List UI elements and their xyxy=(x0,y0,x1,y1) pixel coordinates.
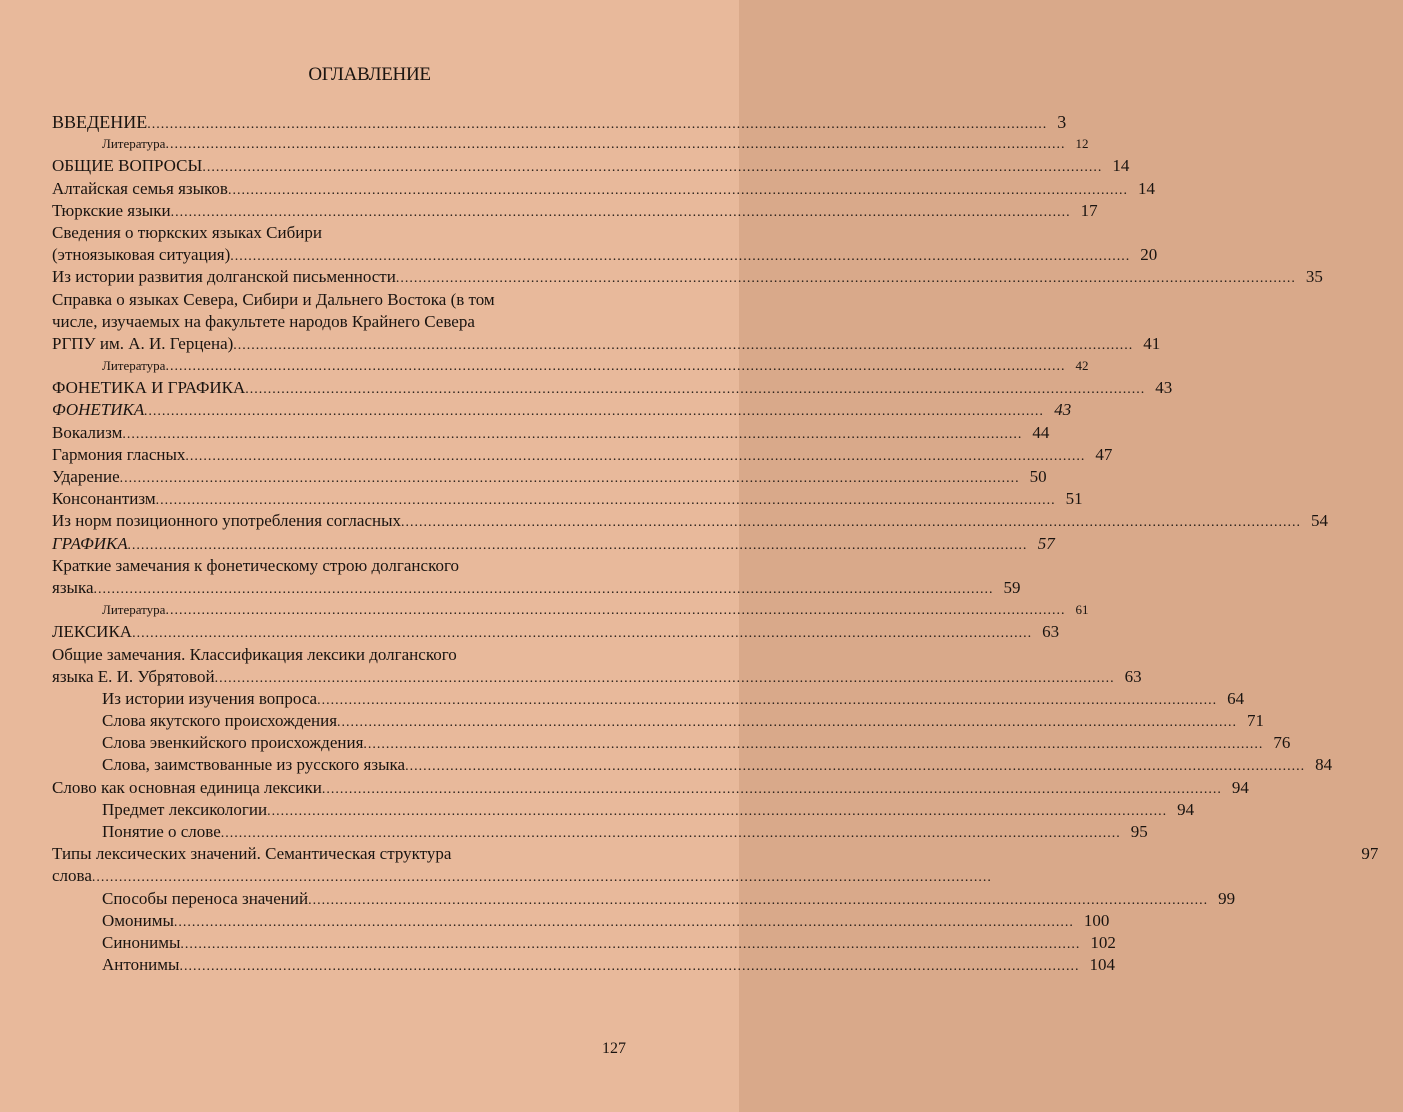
toc-entry xyxy=(52,399,1072,421)
toc-entry-page: 43 xyxy=(1155,378,1173,398)
dot-leader: ........................................................................................................................................................................................................ xyxy=(165,359,1066,375)
toc-entry xyxy=(52,732,1291,754)
dot-leader: ........................................................................................................................................................................................................ xyxy=(119,471,1020,486)
toc-entry-title: Из истории изучения вопроса xyxy=(102,688,318,708)
toc-entry-title: РГПУ им. А. И. Герцена) xyxy=(52,333,234,353)
toc-entry-page: 14 xyxy=(1137,178,1155,198)
toc-entry-title: Предмет лексикологии xyxy=(102,799,268,819)
toc-entry-title: Сведения о тюркских языках Сибири xyxy=(52,222,322,242)
dot-leader: ........................................................................................................................................................................................................ xyxy=(91,870,992,886)
toc-entry-title: Консонантизм xyxy=(52,489,156,509)
toc-entry xyxy=(52,355,1089,377)
dot-leader: ........................................................................................................................................................................................................ xyxy=(155,493,1056,509)
toc-entry-page: 42 xyxy=(1075,358,1089,374)
toc-entry xyxy=(52,932,1116,954)
page-number: 127 xyxy=(602,1040,626,1057)
toc-entry-page: 63 xyxy=(1042,622,1060,642)
dot-leader: ........................................................................................................................................................................................................ xyxy=(308,892,1209,908)
toc-entry xyxy=(52,244,1158,266)
toc-entry-page: 35 xyxy=(1305,267,1323,287)
toc-entry xyxy=(52,444,1113,466)
page-title: ОГЛАВЛЕНИЕ xyxy=(308,64,431,85)
toc-entry xyxy=(52,821,1148,843)
toc-entry-title: Вокализм xyxy=(52,422,123,442)
toc-entry-title: слова xyxy=(52,866,92,886)
toc-entry xyxy=(52,533,1055,555)
toc-entry-title: Из норм позиционного употребления согласных xyxy=(52,511,402,531)
toc-entry-title: Гармония гласных xyxy=(52,444,186,464)
dot-leader: ........................................................................................................................................................................................................ xyxy=(144,404,1045,420)
dot-leader: ........................................................................................................................................................................................................ xyxy=(227,182,1128,198)
dot-leader: ........................................................................................................................................................................................................ xyxy=(220,826,1121,841)
dot-leader: ........................................................................................................................................................................................................ xyxy=(147,117,1048,132)
dot-leader: ........................................................................................................................................................................................................ xyxy=(321,781,1222,797)
toc-entry-page: 94 xyxy=(1231,777,1249,797)
toc-entry-page: 95 xyxy=(1130,822,1148,841)
toc-entry-page: 76 xyxy=(1273,733,1291,753)
toc-entry-page: 97 xyxy=(1361,844,1379,864)
toc-entry-title: Справка о языках Севера, Сибири и Дальнего Востока (в том xyxy=(52,289,495,309)
toc-entry xyxy=(52,178,1155,200)
toc-entry xyxy=(52,155,1130,177)
toc-entry xyxy=(52,710,1265,732)
toc-entry-title: Тюркские языки xyxy=(52,200,171,220)
toc-entry-page: 102 xyxy=(1090,932,1116,952)
toc-entry-title: Алтайская семья языков xyxy=(52,178,228,198)
toc-entry-page: 54 xyxy=(1311,511,1329,531)
toc-entry-title: Литература xyxy=(102,358,166,374)
toc-entry xyxy=(52,688,1245,710)
toc-entry-page: 61 xyxy=(1075,602,1089,618)
toc-entry xyxy=(52,200,1098,222)
dot-leader: ........................................................................................................................................................................................................ xyxy=(179,959,1080,975)
toc-entry-title: Слово как основная единица лексики xyxy=(52,777,322,797)
toc-entry xyxy=(52,621,1060,643)
toc-entry xyxy=(52,266,1323,288)
toc-entry-page: 99 xyxy=(1218,888,1236,908)
toc-entry xyxy=(52,666,1142,688)
toc-entry-page: 3 xyxy=(1057,112,1067,132)
toc-entry-title: ВВЕДЕНИЕ xyxy=(52,112,148,132)
toc-entry xyxy=(52,133,1089,155)
dot-leader: ........................................................................................................................................................................................................ xyxy=(405,759,1306,775)
dot-leader: ........................................................................................................................................................................................................ xyxy=(233,337,1134,353)
toc-entry-title: ОБЩИЕ ВОПРОСЫ xyxy=(52,156,203,176)
toc-entry-title: Ударение xyxy=(52,467,120,486)
toc-entry-title: числе, изучаемых на факультете народов Крайнего Севера xyxy=(52,311,475,331)
toc-entry-title: (этноязыковая ситуация) xyxy=(52,245,231,265)
toc-entry-title: Краткие замечания к фонетическому строю долганского xyxy=(52,555,460,575)
dot-leader: ........................................................................................................................................................................................................ xyxy=(395,271,1296,287)
toc-entry-title: ЛЕКСИКА xyxy=(52,622,133,642)
toc-entry-title: Слова, заимствованные из русского языка xyxy=(102,755,406,775)
dot-leader: ........................................................................................................................................................................................................ xyxy=(127,537,1028,553)
toc-entry-title: ФОНЕТИКА И ГРАФИКА xyxy=(52,378,246,398)
toc-entry-title: Типы лексических значений. Семантическая структура xyxy=(52,844,452,864)
dot-leader: ........................................................................................................................................................................................................ xyxy=(317,692,1218,708)
toc-entry-page: 94 xyxy=(1177,799,1195,819)
dot-leader: ........................................................................................................................................................................................................ xyxy=(165,603,1066,619)
toc-entry-title: языка Е. И. Убрятовой xyxy=(52,666,215,686)
toc-entry-page: 43 xyxy=(1054,400,1072,420)
toc-entry-title: Из истории развития долганской письменности xyxy=(52,267,396,287)
toc-entry xyxy=(52,888,1236,910)
dot-leader: ........................................................................................................................................................................................................ xyxy=(165,137,1066,153)
toc-entry-title: Литература xyxy=(102,602,166,618)
dot-leader: ........................................................................................................................................................................................................ xyxy=(173,914,1074,930)
toc-entry-page: 44 xyxy=(1032,422,1050,442)
toc-entry xyxy=(52,599,1089,621)
toc-entry-page: 57 xyxy=(1037,533,1055,553)
toc-entry-page: 17 xyxy=(1080,200,1098,220)
toc-entry-page: 59 xyxy=(1003,577,1021,597)
dot-leader: ........................................................................................................................................................................................................ xyxy=(401,515,1302,531)
toc-entry xyxy=(52,577,1021,599)
toc-entry xyxy=(52,377,1173,399)
toc-entry-title: Слова эвенкийского происхождения xyxy=(102,733,364,753)
toc-entry xyxy=(52,222,612,244)
toc-entry-page: 84 xyxy=(1315,755,1333,775)
toc-entry xyxy=(52,111,1067,133)
toc-entry-page: 50 xyxy=(1029,467,1047,486)
toc-entry-page: 104 xyxy=(1089,955,1115,975)
toc-entry-page: 47 xyxy=(1095,444,1113,464)
dot-leader: ........................................................................................................................................................................................................ xyxy=(202,160,1103,176)
toc-entry-title: Понятие о слове xyxy=(102,822,221,841)
dot-leader: ........................................................................................................................................................................................................ xyxy=(337,715,1238,731)
toc-entry-title: Общие замечания. Классификация лексики долганского xyxy=(52,644,457,664)
toc-entry xyxy=(52,865,992,887)
dot-leader: ........................................................................................................................................................................................................ xyxy=(267,803,1168,819)
toc-entry-title: Литература xyxy=(102,136,166,152)
dot-leader: ........................................................................................................................................................................................................ xyxy=(230,249,1131,265)
dot-leader: ........................................................................................................................................................................................................ xyxy=(180,936,1081,952)
toc-entry xyxy=(52,754,1333,776)
toc-entry-page: 14 xyxy=(1112,156,1130,176)
toc-entry-page: 100 xyxy=(1083,910,1110,930)
toc-entry-title: Слова якутского происхождения xyxy=(102,711,338,731)
toc-entry-title: Омонимы xyxy=(102,910,174,930)
toc-entry xyxy=(52,422,1050,444)
toc-entry xyxy=(52,311,612,333)
toc-entry xyxy=(52,910,1110,932)
table-of-contents xyxy=(52,111,1379,976)
dot-leader: ........................................................................................................................................................................................................ xyxy=(132,626,1033,642)
dot-leader: ........................................................................................................................................................................................................ xyxy=(363,737,1264,753)
toc-entry xyxy=(52,843,1379,865)
dot-leader: ........................................................................................................................................................................................................ xyxy=(93,581,994,597)
toc-entry xyxy=(52,510,1329,532)
toc-entry xyxy=(52,777,1249,799)
toc-entry-page: 64 xyxy=(1227,688,1245,708)
toc-entry-page: 71 xyxy=(1247,711,1265,731)
toc-entry xyxy=(52,954,1115,976)
toc-entry xyxy=(52,799,1195,821)
toc-entry-page: 20 xyxy=(1140,245,1158,265)
toc-entry-page: 63 xyxy=(1124,666,1142,686)
dot-leader: ........................................................................................................................................................................................................ xyxy=(122,426,1023,442)
toc-entry xyxy=(52,555,612,577)
toc-entry-title: Способы переноса значений xyxy=(102,888,309,908)
toc-entry xyxy=(52,644,612,666)
toc-entry-title: Синонимы xyxy=(102,932,181,952)
toc-entry-page: 51 xyxy=(1065,489,1083,509)
dot-leader: ........................................................................................................................................................................................................ xyxy=(245,382,1146,398)
toc-entry-page: 41 xyxy=(1143,333,1161,353)
toc-entry xyxy=(52,289,612,311)
toc-entry-title: языка xyxy=(52,577,94,597)
dot-leader: ........................................................................................................................................................................................................ xyxy=(170,204,1071,220)
toc-entry xyxy=(52,466,1047,488)
toc-entry-title: Антонимы xyxy=(102,955,180,975)
toc-entry-page: 12 xyxy=(1075,136,1089,152)
toc-entry xyxy=(52,333,1161,355)
dot-leader: ........................................................................................................................................................................................................ xyxy=(214,670,1115,686)
toc-entry xyxy=(52,488,1083,510)
toc-entry-title: ФОНЕТИКА xyxy=(52,400,145,420)
dot-leader: ........................................................................................................................................................................................................ xyxy=(185,448,1086,464)
toc-entry-title: ГРАФИКА xyxy=(52,533,128,553)
